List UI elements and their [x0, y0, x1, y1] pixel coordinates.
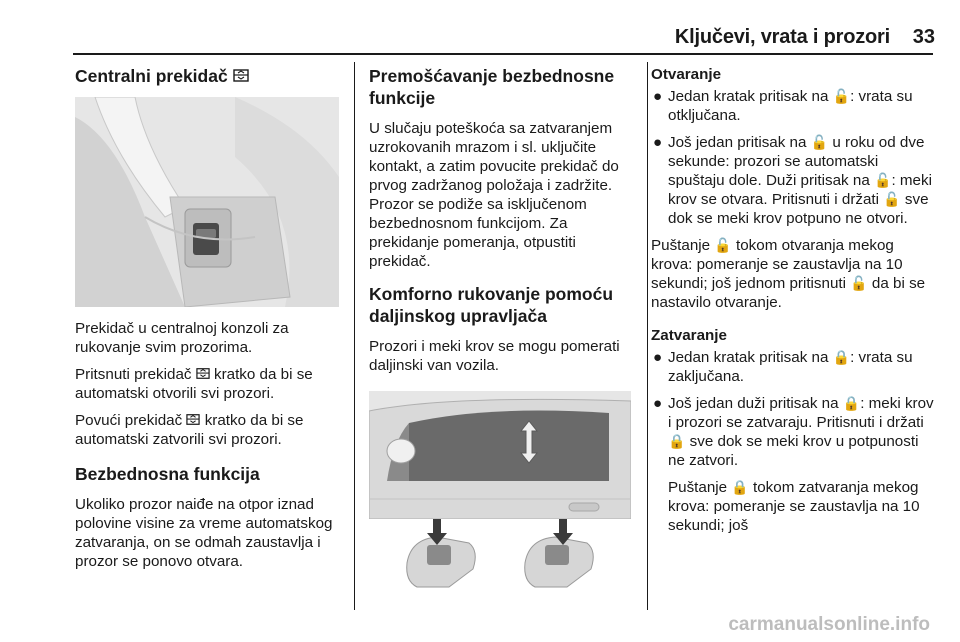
- section-heading-closing: Zatvaranje: [651, 327, 727, 344]
- window-switch-icon: [186, 413, 200, 426]
- section-heading-safety: Bezbednosna funkcija: [75, 464, 260, 484]
- open-1-text-a: Jedan kratak pritisak na: [668, 88, 829, 105]
- press-switch-text-a: Pritsnuti prekidač: [75, 366, 192, 383]
- window-switch-icon: [233, 68, 249, 83]
- unlock-key-icon: 🔓: [883, 191, 901, 207]
- paragraph-pull-switch: [75, 411, 347, 449]
- release-close-text-b: tokom zatvaranja mekog krova: pomeranje se zaustavlja na 10 sekundi; još: [668, 479, 920, 534]
- release-close-text-a: Puštanje: [668, 479, 728, 496]
- open-1-text-b: : vrata su otključana.: [668, 88, 913, 124]
- open-2-text-c: : meki krov se otvara. Pritisnuti i držati: [668, 172, 932, 208]
- bullet-dot: ●: [653, 349, 663, 366]
- press-switch-text-b: kratko da bi se automatski otvorili svi prozori.: [75, 366, 313, 402]
- column-divider-2: [647, 62, 648, 610]
- heading-central-switch-text: Centralni prekidač: [75, 66, 228, 86]
- unlock-key-icon: 🔓: [810, 134, 829, 150]
- open-2-text-d: sve dok se meki krov potpuno ne otvori.: [668, 191, 929, 227]
- open-2-text-b: u roku od dve sekunde: prozori se automatski spuštaju dole. Duži pritisak na: [668, 134, 925, 189]
- paragraph-press-switch: [75, 365, 347, 403]
- page-number: 33: [912, 26, 935, 48]
- paragraph-bypass: U slučaju poteškoća sa zatvaranjem uzrokovanih mrazom i sl. uključite kontakt, a zatim povucite prekidač do prvog zadržanog položaja i zadržite. Prozor se podiže sa isključenom bezbednosnom funkcijom. Za prekidanje pomeranja, otpustiti prekidač.: [369, 120, 619, 270]
- unlock-key-icon: 🔓: [850, 275, 868, 291]
- window-switch-icon: [196, 367, 210, 380]
- close-2-text-a: Još jedan duži pritisak na: [668, 395, 839, 412]
- bullet-dot: ●: [653, 395, 663, 412]
- unlock-key-icon: 🔓: [714, 237, 732, 253]
- list-item-open-1: [651, 87, 934, 125]
- bullet-dot: ●: [653, 134, 663, 151]
- release-open-text-b: tokom otvaranja mekog krova: pomeranje se zaustavlja na 10 sekundi; još jednom pritisnuti: [651, 237, 903, 292]
- section-heading-central-switch: [75, 65, 347, 87]
- list-item-close-1: [651, 348, 934, 386]
- unlock-key-icon: 🔓: [832, 88, 851, 104]
- open-2-text-a: Još jedan pritisak na: [668, 134, 807, 151]
- unlock-key-icon: 🔓: [874, 172, 892, 188]
- close-1-text-b: : vrata su zaključana.: [668, 349, 913, 385]
- close-1-text-a: Jedan kratak pritisak na: [668, 349, 829, 366]
- pull-switch-text-a: Povući prekidač: [75, 412, 183, 429]
- section-heading-opening: Otvaranje: [651, 66, 722, 83]
- header-rule: [73, 53, 933, 55]
- column-1: [75, 65, 347, 579]
- list-item-close-2: [651, 394, 934, 470]
- page-header-title: Ključevi, vrata i prozori: [674, 26, 890, 48]
- lock-key-icon: 🔒: [731, 479, 749, 495]
- lock-key-icon: 🔒: [842, 395, 861, 411]
- paragraph-release-closing: [651, 478, 934, 535]
- section-heading-remote: Komforno rukovanje pomoću daljinskog upravljača: [369, 284, 614, 326]
- watermark: carmanualsonline.info: [728, 614, 930, 635]
- section-heading-bypass: Premošćavanje bezbednosne funkcije: [369, 66, 615, 108]
- column-3: [651, 65, 934, 543]
- lock-key-icon: 🔒: [668, 433, 686, 449]
- paragraph-remote: Prozori i meki krov se mogu pomerati daljinski van vozila.: [369, 338, 620, 374]
- close-2-text-c: sve dok se meki krov u potpunosti ne zatvori.: [668, 433, 919, 469]
- column-2: [369, 65, 637, 601]
- center-console-window-switch-illustration: [75, 97, 339, 307]
- paragraph-safety: Ukoliko prozor naiđe na otpor iznad polovine visine za vreme automatskog zatvaranja, on se odmah zaustavlja i prozor se ponovo otvara.: [75, 496, 333, 570]
- lock-key-icon: 🔒: [832, 349, 851, 365]
- remote-key-window-operation-illustration: [369, 391, 631, 601]
- release-open-text-c: da bi se nastavilo otvaranje.: [651, 275, 926, 311]
- paragraph-console-switch: Prekidač u centralnoj konzoli za rukovanje svim prozorima.: [75, 320, 289, 356]
- release-open-text-a: Puštanje: [651, 237, 711, 254]
- paragraph-release-opening: [651, 236, 934, 312]
- list-item-open-2: [651, 133, 934, 228]
- pull-switch-text-b: kratko da bi se automatski zatvorili svi prozori.: [75, 412, 304, 448]
- bullet-dot: ●: [653, 88, 663, 105]
- close-2-text-b: : meki krov i prozori se zatvaraju. Pritisnuti i držati: [668, 395, 934, 431]
- column-divider-1: [354, 62, 355, 610]
